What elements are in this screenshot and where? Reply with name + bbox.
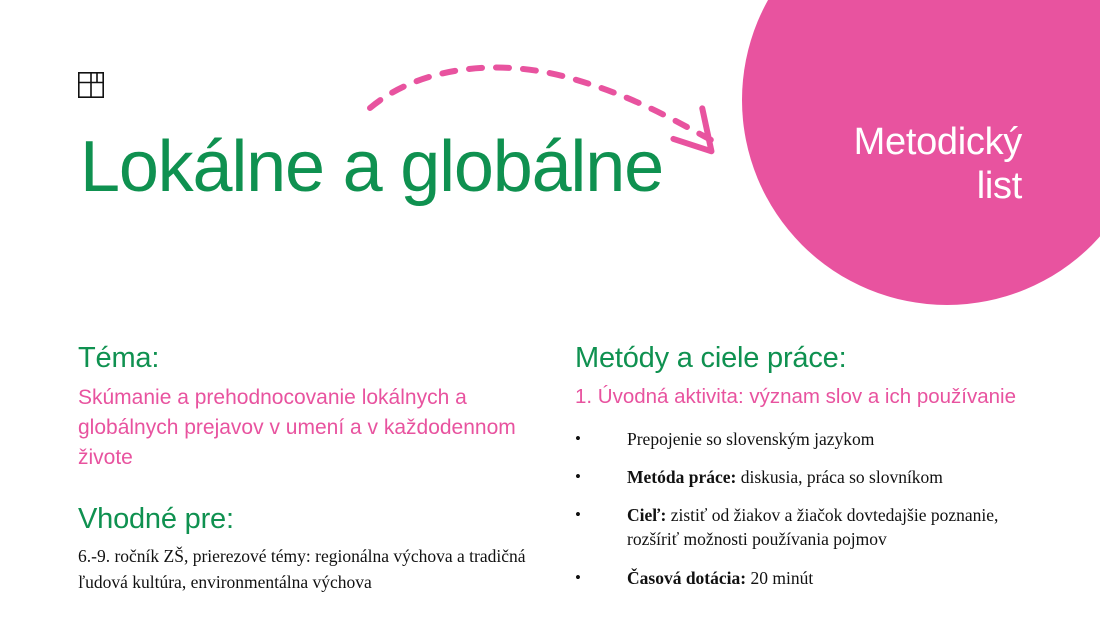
grid-logo-icon bbox=[78, 72, 104, 98]
bullet-marker: • bbox=[575, 429, 581, 449]
vhodne-pre-heading: Vhodné pre: bbox=[78, 502, 234, 535]
metody-heading: Metódy a ciele práce: bbox=[575, 342, 847, 374]
bullet-bold: Časová dotácia: bbox=[627, 567, 747, 588]
bullet-marker: • bbox=[575, 467, 581, 487]
list-item bbox=[575, 503, 1045, 551]
page-title: Lokálne a globálne bbox=[80, 127, 663, 207]
list-item bbox=[575, 465, 1045, 489]
badge-label-line2: list bbox=[976, 165, 1022, 208]
bullet-bold: Metóda práce: bbox=[627, 467, 737, 488]
activity-subheading: 1. Úvodná aktivita: význam slov a ich používanie bbox=[575, 385, 1016, 409]
right-column bbox=[575, 342, 1045, 604]
bullet-text: 20 minút bbox=[746, 567, 814, 588]
tema-heading: Téma: bbox=[78, 342, 160, 374]
bullet-marker: • bbox=[575, 505, 581, 525]
badge-label-line1: Metodický bbox=[853, 121, 1022, 163]
dashed-curved-arrow-icon bbox=[360, 60, 760, 160]
bullet-text: zistiť od žiakov a žiačok dovtedajšie poznanie, rozšíriť možnosti používania pojmov bbox=[627, 505, 999, 550]
tema-body: Skúmanie a prehodnocovanie lokálnych a globálnych prejavov v umení a v každodennom živote bbox=[78, 386, 516, 469]
bullet-list bbox=[575, 427, 1045, 590]
bullet-bold: Cieľ: bbox=[627, 505, 667, 526]
bullet-marker: • bbox=[575, 567, 581, 587]
left-column bbox=[78, 342, 528, 595]
bullet-text: diskusia, práca so slovníkom bbox=[736, 467, 943, 488]
list-item bbox=[575, 427, 1045, 451]
list-item bbox=[575, 566, 1045, 590]
bullet-text: Prepojenie so slovenským jazykom bbox=[627, 429, 875, 450]
badge-label bbox=[772, 120, 1022, 208]
vhodne-pre-body: 6.-9. ročník ZŠ, prierezové témy: regionálna výchova a tradičná ľudová kultúra, environmentálna výchova bbox=[78, 546, 526, 592]
